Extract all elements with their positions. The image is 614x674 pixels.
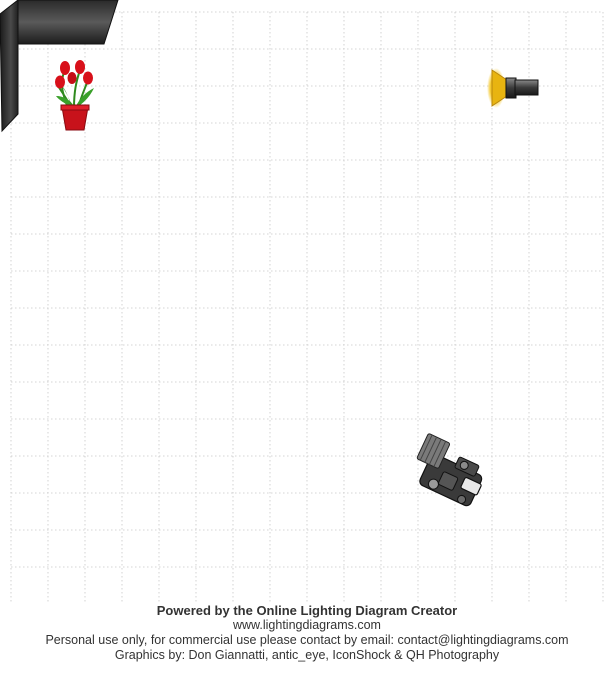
grid <box>11 12 603 603</box>
strobe-light-icon[interactable] <box>487 68 538 108</box>
footer-url[interactable]: www.lightingdiagrams.com <box>233 618 381 632</box>
camera-icon[interactable] <box>407 433 492 508</box>
footer-credits: Graphics by: Don Giannatti, antic_eye, IconShock & QH Photography <box>114 648 500 662</box>
footer <box>0 603 614 663</box>
footer-license: Personal use only, for commercial use please contact by email: contact@lightingdiagrams.com <box>45 633 569 647</box>
footer-title: Powered by the Online Lighting Diagram Creator <box>156 603 458 618</box>
flower-pot-icon[interactable] <box>55 60 94 130</box>
reflector-panel-icon[interactable] <box>0 0 118 131</box>
